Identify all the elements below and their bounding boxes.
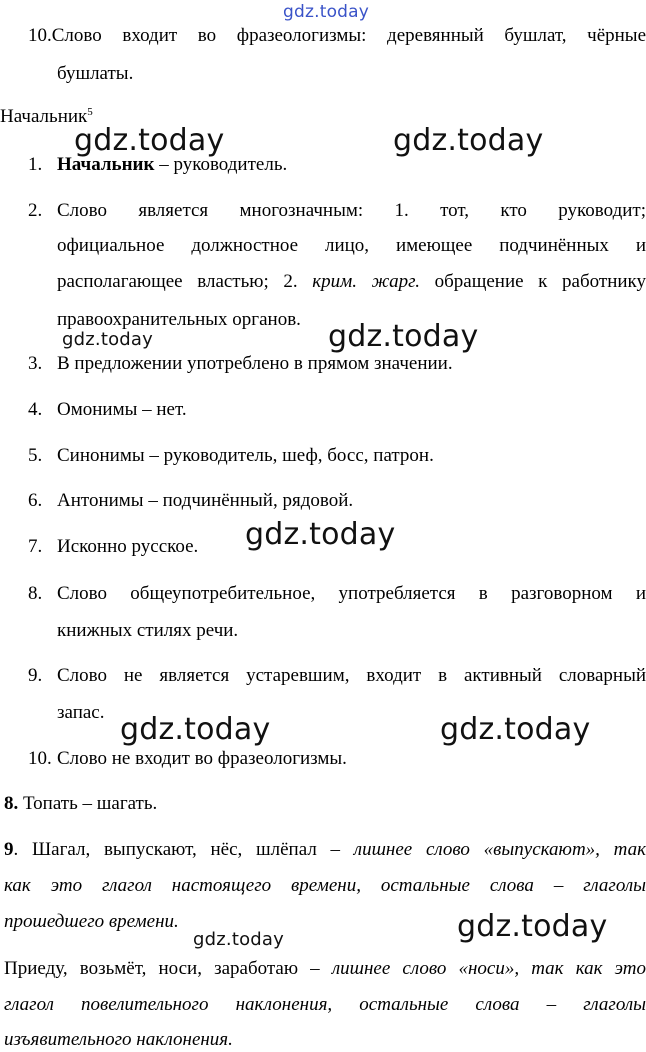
watermark: gdz.today [328,319,479,354]
watermark: gdz.today [193,929,285,950]
watermark-top: gdz.today [283,2,370,22]
task-9-number: 9 [4,839,14,860]
task-9-p2-line1 [4,957,646,981]
watermark: gdz.today [62,329,154,350]
item-2-line3-b: обращение к работнику [420,271,646,292]
item-4-text: Омонимы – нет. [57,399,187,420]
item-3-number: 3. [28,353,43,374]
task-9-p1-line2: как это глагол настоящего времени, остальные слова – глаголы [4,875,646,896]
item-2-line2: официальное должностное лицо, имеющее подчинённых и [57,235,646,256]
item-10-text: Слово не входит во фразеологизмы. [57,748,347,769]
item-8-line1: Слово общеупотребительное, употребляется в разговорном и [57,583,646,604]
watermark: gdz.today [74,123,225,158]
item-8-line2: книжных стилях речи. [57,620,239,641]
item-2-number: 2. [28,200,43,221]
task-9-p2-italic: лишнее слово «носи», так как это [331,958,646,979]
item-2-line1: Слово является многозначным: 1. тот, кто руководит; [57,200,646,221]
heading-footnote-mark: 5 [87,106,93,118]
task-9-p1-line1 [4,838,646,862]
item-2-line3-italic: крим. жарг. [312,271,420,292]
watermark: gdz.today [457,909,608,944]
item-5-text: Синонимы – руководитель, шеф, босс, патрон. [57,445,434,466]
task-9-p1-italic: лишнее слово «выпускают», так [353,839,646,860]
item-1-text [57,153,287,177]
task-9-p2-line2: глагол повелительного наклонения, остальные слова – глаголы [4,994,646,1015]
item-4-number: 4. [28,399,43,420]
item10-top-line1: 10.Слово входит во фразеологизмы: деревянный бушлат, чёрные [28,25,646,46]
item-1-number: 1. [28,154,43,175]
item-9-line2: запас. [57,702,105,723]
task-8 [4,792,157,816]
item-8-number: 8. [28,583,43,604]
item-10-number: 10. [28,748,52,769]
item-2-line3 [57,270,646,294]
task-8-number: 8. [4,793,19,814]
watermark: gdz.today [120,712,271,747]
item-7-text: Исконно русское. [57,536,199,557]
item-9-line1: Слово не является устаревшим, входит в активный словарный [57,665,646,686]
heading-word: Начальник [0,106,88,127]
item-1-bold: Начальник [57,154,155,175]
task-8-text: Топать – шагать. [18,793,158,814]
task-9-p1-line3: прошедшего времени. [4,911,179,932]
watermark: gdz.today [440,712,591,747]
item-5-number: 5. [28,445,43,466]
item-2-line4: правоохранительных органов. [57,309,301,330]
item-3-text: В предложении употреблено в прямом значении. [57,353,453,374]
item10-top-line2: бушлаты. [57,63,134,84]
task-9-p2-line3: изъявительного наклонения. [4,1029,233,1050]
item-1-rest: – руководитель. [154,154,288,175]
item-6-text: Антонимы – подчинённый, рядовой. [57,490,354,511]
watermark: gdz.today [393,123,544,158]
watermark: gdz.today [245,517,396,552]
item-2-line3-a: располагающее властью; 2. [57,271,313,292]
item-9-number: 9. [28,665,43,686]
item-6-number: 6. [28,490,43,511]
task-9-p2-normal: Приеду, возьмёт, носи, заработаю – [4,958,332,979]
task-9-p1-normal: . Шагал, выпускают, нёс, шлёпал – [13,839,354,860]
item-7-number: 7. [28,536,43,557]
